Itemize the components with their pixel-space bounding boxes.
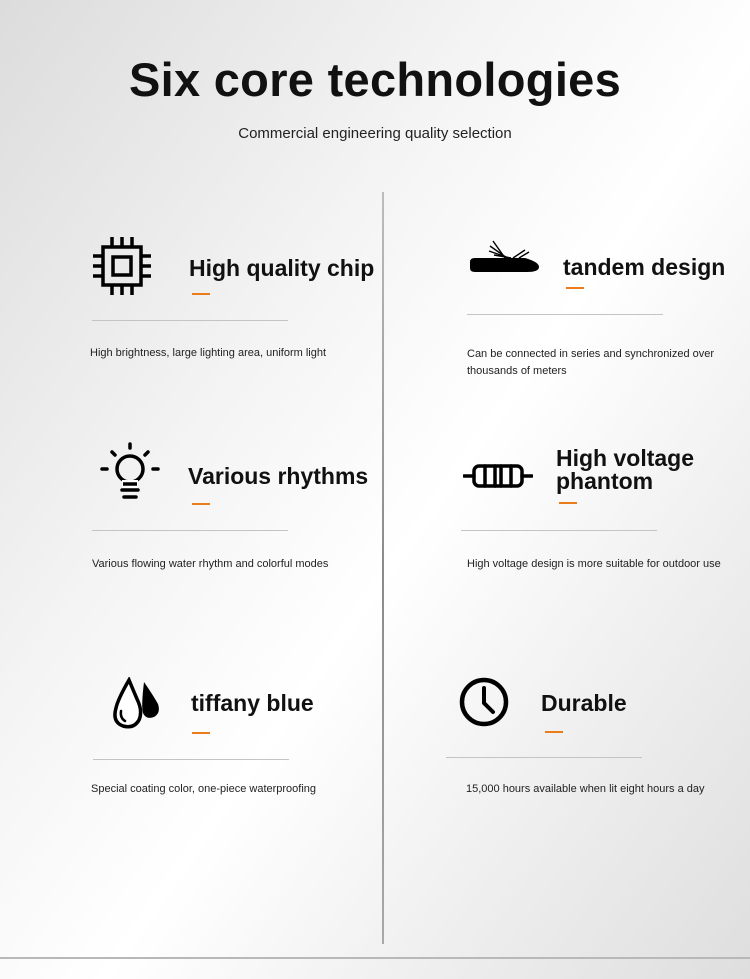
- bottom-border: [0, 957, 750, 959]
- feature-desc-rhythms: Various flowing water rhythm and colorful modes: [92, 558, 329, 570]
- center-divider: [382, 192, 384, 944]
- feature-desc-voltage: High voltage design is more suitable for outdoor use: [467, 558, 721, 570]
- clock-icon: [458, 676, 510, 728]
- resistor-icon: [463, 460, 533, 492]
- feature-title-rhythms: Various rhythms: [188, 463, 369, 489]
- accent-mark: [545, 731, 563, 733]
- feature-title-durable: Durable: [541, 690, 627, 716]
- page-subtitle: Commercial engineering quality selection: [238, 125, 512, 142]
- section-rule: [446, 757, 642, 758]
- feature-desc-chip: High brightness, large lighting area, uniform light: [90, 347, 327, 359]
- chip-icon: [92, 236, 152, 296]
- section-rule: [467, 314, 663, 315]
- feature-title-voltage: High voltage phantom: [556, 445, 695, 494]
- light-bulb-icon: [100, 441, 160, 503]
- feature-desc-tandem: Can be connected in series and synchronized over thousands of meters: [467, 348, 715, 377]
- cable-connector-icon: [467, 240, 541, 276]
- feature-title-chip: High quality chip: [189, 255, 375, 281]
- accent-mark: [192, 503, 210, 505]
- page-title: Six core technologies: [128, 53, 622, 106]
- accent-mark: [559, 502, 577, 504]
- water-drops-icon: [110, 677, 164, 731]
- section-rule: [461, 530, 657, 531]
- feature-title-tandem: tandem design: [563, 254, 726, 280]
- feature-desc-tiffany: Special coating color, one-piece waterproofing: [91, 783, 317, 795]
- accent-mark: [192, 732, 210, 734]
- section-rule: [92, 530, 288, 531]
- feature-desc-durable: 15,000 hours available when lit eight hours a day: [466, 783, 705, 795]
- feature-title-tiffany: tiffany blue: [191, 690, 314, 716]
- section-rule: [92, 320, 288, 321]
- section-rule: [93, 759, 289, 760]
- accent-mark: [566, 287, 584, 289]
- accent-mark: [192, 293, 210, 295]
